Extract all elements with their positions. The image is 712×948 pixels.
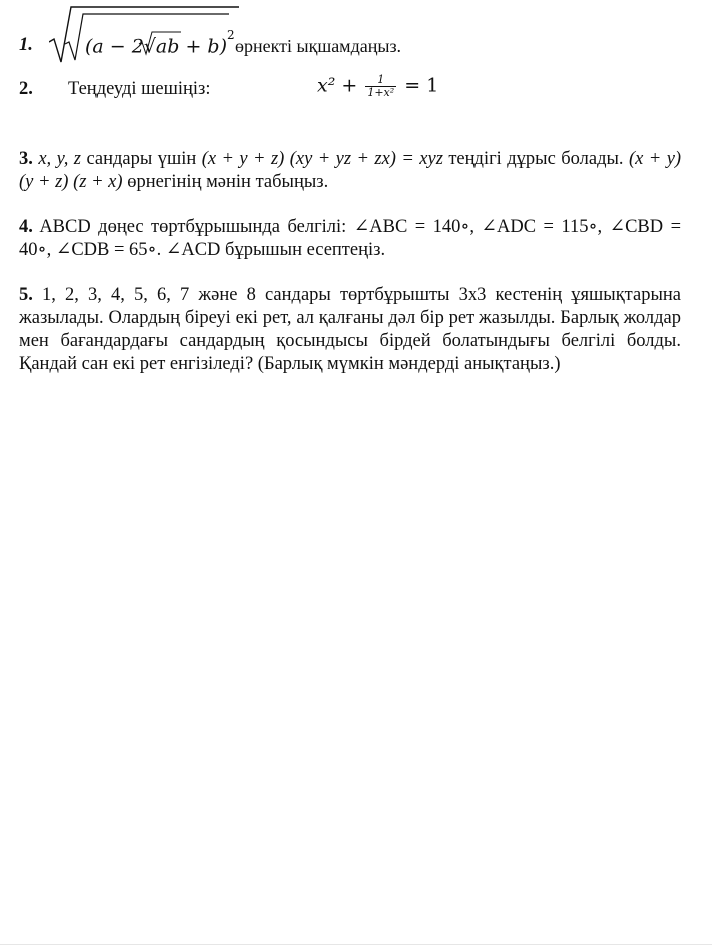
problem-5-text: 1, 2, 3, 4, 5, 6, 7 және 8 сандары төртбұрышты 3x3 кестенің ұяшықтарына жазылады. Олардың біреуі екі рет, ал қалғаны дәл бір рет жазылды. Барлық жолдар мен бағандардағы сандардың қосындысы бірдей болатындығы белгілі болды. Қандай сан екі рет енгізіледі? (Барлық мүмкін мәндерді анықтаңыз.) (19, 285, 681, 374)
problem-2 (19, 73, 699, 114)
problem-2-number: 2. (19, 79, 33, 99)
problem-1-exponent: 2 (227, 28, 235, 42)
equation-fraction (365, 74, 396, 99)
problem-3-text-a: сандары үшін (86, 149, 197, 169)
problem-3-equation: (x + y + z) (xy + yz + zx) = xyz (201, 149, 443, 169)
problem-3-text-b: теңдігі дұрыс болады. (448, 149, 624, 169)
problem-3-text-c: өрнегінің мәнін табыңыз. (127, 172, 329, 192)
problem-2-equation (317, 74, 438, 99)
problem-5-number: 5. (19, 285, 33, 305)
problem-1-expression-body: (a − 2√ab + b) (85, 35, 227, 58)
problem-3-expression: (x + y) (y + z) (z + x) (19, 149, 682, 192)
problem-1-expression (85, 30, 235, 58)
problem-5 (19, 284, 681, 376)
fraction-denominator: 1+x² (367, 86, 395, 99)
page-bottom-divider (0, 944, 712, 945)
equation-lhs: x² + (317, 74, 358, 97)
problem-3 (19, 148, 681, 194)
problem-3-vars: x, y, z (38, 149, 82, 169)
problem-4-number: 4. (19, 217, 33, 237)
problem-1-number: 1. (19, 35, 33, 55)
fraction-numerator: 1 (365, 74, 396, 87)
problem-3-number: 3. (19, 149, 33, 169)
problem-1 (19, 4, 699, 58)
problem-1-text: өрнекті ықшамдаңыз. (235, 36, 402, 56)
problem-2-text: Теңдеуді шешіңіз: (68, 79, 211, 99)
equation-rhs: = 1 (404, 74, 439, 97)
problem-4-text: ABCD дөңес төртбұрышында белгілі: ∠ABC = 140∘, ∠ADC = 115∘, ∠CBD = 40∘, ∠CDB = 65∘. ∠ACD бұрышын есептеңіз. (19, 217, 682, 260)
problem-4 (19, 216, 681, 262)
